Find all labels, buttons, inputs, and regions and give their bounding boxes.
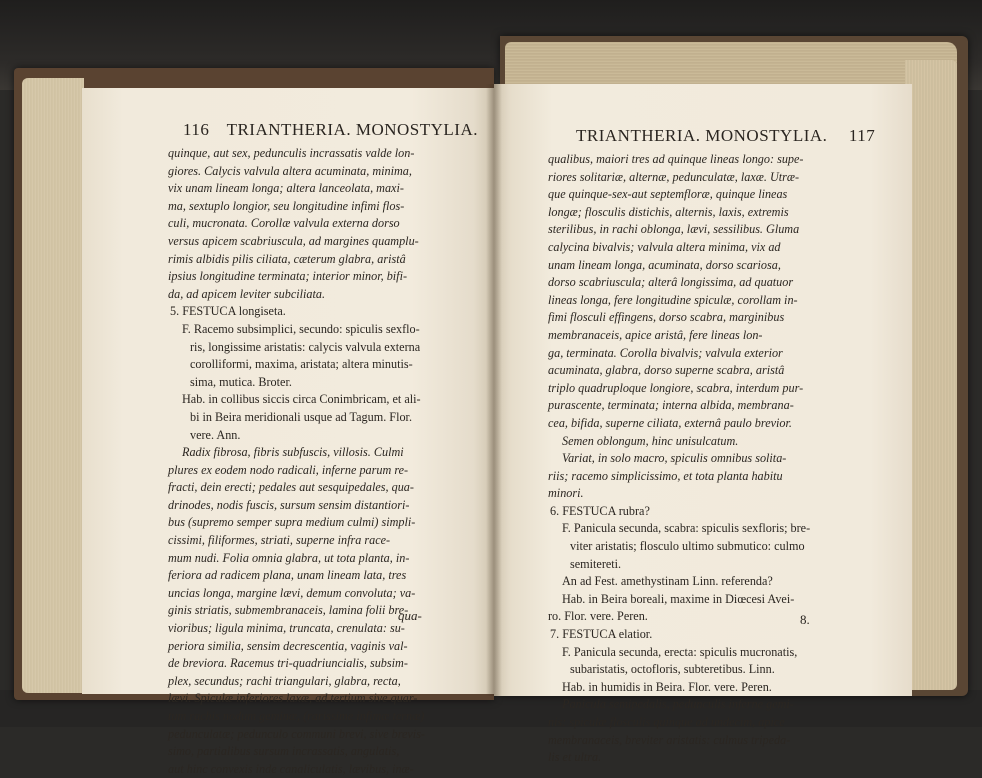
left-running-head: TRIANTHERIA. MONOSTYLIA. bbox=[226, 120, 478, 139]
left-page-header bbox=[183, 120, 478, 140]
text-line: mum nudi. Folia omnia glabra, ut tota planta, in- bbox=[168, 550, 410, 565]
text-line: membranaceis, apice aristâ, fere lineas lon- bbox=[548, 327, 763, 342]
right-catchword: 8. bbox=[800, 612, 810, 627]
text-line: dorso scabriuscula; alterâ longissima, ad quatuor bbox=[548, 275, 794, 290]
text-line: ginis striatis, submembranaceis, lamina folii bre- bbox=[168, 603, 409, 618]
text-line: Variat, in solo macro, spiculis omnibus solita- bbox=[562, 451, 787, 466]
text-line: minori. bbox=[548, 486, 584, 501]
book-gutter bbox=[486, 84, 502, 696]
text-line: ga, terminata. Corolla bivalvis; valvula exterior bbox=[548, 345, 783, 360]
text-line: Semen oblongum, hinc unisulcatum. bbox=[562, 433, 739, 448]
text-line: Hab. in Beira boreali, maxime in Diœcesi Avei- bbox=[562, 591, 795, 606]
text-line: ris, longissime aristatis: calycis valvula externa bbox=[190, 339, 421, 354]
text-line: uncias longa, margine lævi, demum convoluta; va- bbox=[168, 585, 416, 600]
text-line: 6. FESTUCA rubra? bbox=[550, 503, 650, 518]
text-line: lævi. Spiculæ inferiores laxæ, ad tertium sive quar- bbox=[168, 691, 418, 706]
right-page-text bbox=[548, 151, 810, 767]
text-line: qualibus, maiori tres ad quinque lineas longo: supe- bbox=[548, 152, 804, 166]
text-line: fimi flosculi effingens, dorso scabra, marginibus bbox=[548, 310, 785, 325]
text-line: lis et ultra. bbox=[548, 750, 602, 765]
text-line: ro. Flor. vere. Peren. bbox=[548, 609, 648, 624]
text-line: rimis albidis pilis ciliata, cæterum glabra, aristâ bbox=[168, 251, 406, 266]
right-page-number: 117 bbox=[848, 126, 876, 145]
text-line: tum rachis nodum geminæ, (rarissime infimæ ternæ) bbox=[168, 709, 425, 723]
text-line: aut hinc convexis inde canaliculatis, lævibus, inæ- bbox=[168, 761, 414, 776]
page-edges-top bbox=[505, 42, 957, 88]
text-line: vere. Ann. bbox=[190, 427, 241, 442]
text-line: bi in Beira meridionali usque ad Tagum. Flor. bbox=[190, 409, 412, 424]
text-line: feriora ad radicem plana, unam lineam lata, tres bbox=[168, 568, 407, 583]
text-line: F. Racemo subsimplici, secundo: spiculis sexflo- bbox=[182, 321, 420, 336]
text-line: quinque, aut sex, pedunculis incrassatis valde lon- bbox=[168, 146, 415, 160]
text-line: membranaceis, breviter aristatis: culmus tripeda- bbox=[548, 732, 791, 747]
text-line: triplo quadruploque longiore, scabra, interdum pur- bbox=[548, 380, 804, 395]
text-line: versus apicem scabriuscula, ad margines quamplu- bbox=[168, 233, 419, 248]
text-line: 7. FESTUCA elatior. bbox=[550, 627, 653, 642]
text-line: de breviora. Racemus tri-quadriuncialis, subsim- bbox=[168, 656, 408, 671]
text-line: lineas longa, fere longitudine spiculæ, corollam in- bbox=[548, 292, 798, 307]
text-line: culi, mucronata. Corollæ valvula externa dorso bbox=[168, 216, 400, 231]
text-line: ma, sextuplo longior, seu longitudine infimi flos- bbox=[168, 198, 405, 213]
right-page-header bbox=[576, 126, 875, 146]
right-running-head: TRIANTHERIA. MONOSTYLIA. bbox=[576, 126, 828, 145]
text-line: corolliformi, maxima, aristata; altera minutis- bbox=[190, 357, 413, 372]
text-line: da, ad apicem leviter subciliata. bbox=[168, 286, 326, 301]
text-line: Radix fibrosa, fibris subfuscis, villosis. Culmi bbox=[182, 445, 404, 460]
text-line: pedunculatæ; pedunculo communi brevi, sive brevis- bbox=[168, 726, 425, 741]
text-line: cea, bifida, superne ciliata, externâ paulo brevior. bbox=[548, 415, 792, 430]
text-line: bus (supremo semper supra medium culmi) simpli- bbox=[168, 515, 416, 530]
text-line: riores solitariæ, alternæ, pedunculatæ, laxæ. Utræ- bbox=[548, 169, 800, 184]
text-line: purascente, terminata; interna albida, membrana- bbox=[548, 398, 794, 413]
left-page-text bbox=[168, 145, 425, 778]
text-line: longæ; flosculis distichis, alternis, laxis, extremis bbox=[548, 204, 789, 219]
text-line: calycina bivalvis; valvula altera minima, vix ad bbox=[548, 239, 781, 254]
text-line: Hab. in collibus siccis circa Conimbricam, et ali- bbox=[182, 392, 421, 407]
text-line: vix unam lineam longa; altera lanceolata, maxi- bbox=[168, 181, 404, 196]
text-line: F. Panicula secunda, erecta: spiculis mucronatis, bbox=[562, 644, 798, 659]
text-line: fracti, dein erecti; pedales aut sesquipedales, qua- bbox=[168, 480, 414, 495]
text-line: plures ex eodem nodo radicali, inferne parum re- bbox=[168, 462, 409, 477]
text-line: sterilibus, in rachi oblonga, lævi, sessilibus. Gluma bbox=[548, 222, 800, 237]
text-line: sima, mutica. Broter. bbox=[190, 374, 292, 389]
text-line: An ad Fest. amethystinam Linn. referenda? bbox=[562, 574, 773, 589]
text-line: giores. Calycis valvula altera acuminata, minima, bbox=[168, 163, 412, 178]
text-line: Panicula semipedalis, pedunculis inferne gemi- bbox=[562, 697, 794, 712]
text-line: riis; racemo simplicissimo, et tota planta habitu bbox=[548, 468, 783, 483]
text-line: periora similia, sensim decrescentia, vaginis val- bbox=[168, 638, 408, 653]
text-line: que quinque-sex-aut septemfloræ, quinque lineas bbox=[548, 187, 788, 202]
text-line: acuminata, glabra, dorso superne scabra, aristâ bbox=[548, 363, 785, 378]
text-line: Hab. in humidis in Beira. Flor. vere. Peren. bbox=[562, 679, 772, 694]
text-line: 5. FESTUCA longiseta. bbox=[170, 304, 286, 319]
text-line: semitereti. bbox=[570, 556, 622, 571]
page-edges-right bbox=[905, 60, 957, 690]
text-line: simo, partialibus sursum incrassatis, angulatis, bbox=[168, 744, 400, 759]
text-line: nis: spiculæ flosculis quinque ad undecim, apice bbox=[548, 715, 785, 729]
left-page-number: 116 bbox=[183, 120, 210, 139]
text-line: F. Panicula secunda, scabra: spiculis sexfloris; bre- bbox=[562, 521, 811, 536]
text-line: drinodes, nodis fuscis, sursum sensim distantiori- bbox=[168, 497, 410, 512]
text-line: cissimi, filiformes, striati, superne infra race- bbox=[168, 533, 391, 548]
text-line: ipsius longitudine terminata; interior minor, bifi- bbox=[168, 269, 408, 284]
page-edges-left bbox=[22, 78, 84, 693]
text-line: plex, secundus; rachi triangulari, glabra, recta, bbox=[168, 673, 401, 688]
left-catchword: qua- bbox=[398, 608, 422, 623]
text-line: viter aristatis; flosculo ultimo submutico: culmo bbox=[570, 539, 805, 554]
text-line: subaristatis, octofloris, subteretibus. Linn. bbox=[570, 662, 775, 677]
text-line: vioribus; ligula minima, truncata, crenulata: su- bbox=[168, 621, 405, 636]
text-line: unam lineam longa, acuminata, dorso scariosa, bbox=[548, 257, 781, 272]
